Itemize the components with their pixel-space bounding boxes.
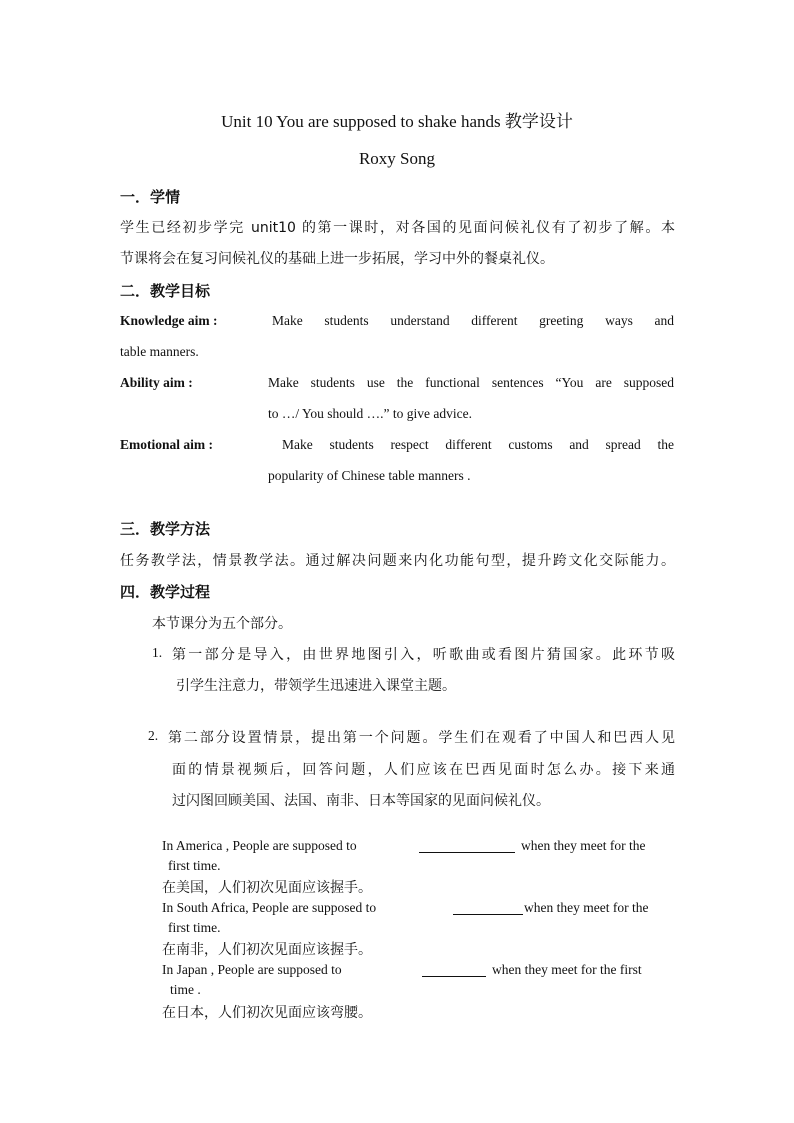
document-title: Unit 10 You are supposed to shake hands 教学设计 — [221, 112, 573, 131]
list-item-text-cont: 面的情景视频后，回答问题，人们应该在巴西见面时怎么办。接下来通 — [172, 762, 675, 778]
knowledge-aim-text-cont: table manners. — [120, 344, 199, 359]
ability-aim-text: Make students use the functional sentences “You are supposed — [268, 375, 674, 390]
example-sentence-cont: time . — [170, 982, 201, 997]
example-sentence: In America , People are supposed to — [162, 838, 357, 853]
section-heading-teaching-methods: 三．教学方法 — [120, 520, 211, 538]
example-sentence: when they meet for the first — [492, 962, 642, 977]
list-item-text-cont: 引学生注意力，带领学生迅速进入课堂主题。 — [176, 678, 456, 694]
example-sentence-cont: first time. — [168, 920, 221, 935]
ability-aim-text-cont: to …/ You should ….” to give advice. — [268, 406, 472, 421]
emotional-aim-label: Emotional aim : — [120, 437, 213, 452]
fill-in-blank — [419, 840, 515, 853]
section-heading-learning-situation: 一．学情 — [120, 188, 181, 206]
paragraph-line: 节课将会在复习问候礼仪的基础上进一步拓展，学习中外的餐桌礼仪。 — [120, 251, 554, 267]
section-heading-teaching-goals: 二．教学目标 — [120, 282, 211, 300]
example-translation: 在南非，人们初次见面应该握手。 — [162, 942, 372, 958]
example-translation: 在日本，人们初次见面应该弯腰。 — [162, 1005, 372, 1021]
list-number: 1. — [152, 645, 163, 660]
author-name: Roxy Song — [358, 149, 436, 168]
ability-aim-label: Ability aim : — [120, 375, 193, 390]
fill-in-blank — [453, 902, 523, 915]
example-sentence: In Japan , People are supposed to — [162, 962, 342, 977]
example-sentence: when they meet for the — [524, 900, 649, 915]
example-sentence: In South Africa, People are supposed to — [162, 900, 377, 915]
list-item-text: 第二部分设置情景，提出第一个问题。学生们在观看了中国人和巴西人见 — [168, 730, 675, 746]
list-number: 2. — [148, 728, 159, 743]
emotional-aim-text: Make students respect different customs and spread the — [282, 437, 674, 452]
list-item-text: 第一部分是导入，由世界地图引入，听歌曲或看图片猜国家。此环节吸 — [172, 647, 675, 663]
paragraph-line: 学生已经初步学完 unit10 的第一课时，对各国的见面问候礼仪有了初步了解。本 — [120, 220, 675, 236]
emotional-aim-text-cont: popularity of Chinese table manners . — [268, 468, 471, 483]
section-heading-teaching-process: 四．教学过程 — [120, 583, 211, 601]
knowledge-aim-label: Knowledge aim : — [120, 313, 218, 328]
example-sentence-cont: first time. — [168, 858, 221, 873]
knowledge-aim-text: Make students understand different greeting ways and — [272, 313, 674, 328]
example-translation: 在美国，人们初次见面应该握手。 — [162, 880, 372, 896]
fill-in-blank — [422, 964, 486, 977]
list-item-text-cont: 过闪图回顾美国、法国、南非、日本等国家的见面问候礼仪。 — [172, 793, 550, 809]
process-intro: 本节课分为五个部分。 — [152, 616, 292, 632]
paragraph-line: 任务教学法，情景教学法。通过解决问题来内化功能句型，提升跨文化交际能力。 — [120, 553, 675, 569]
example-sentence: when they meet for the — [521, 838, 646, 853]
